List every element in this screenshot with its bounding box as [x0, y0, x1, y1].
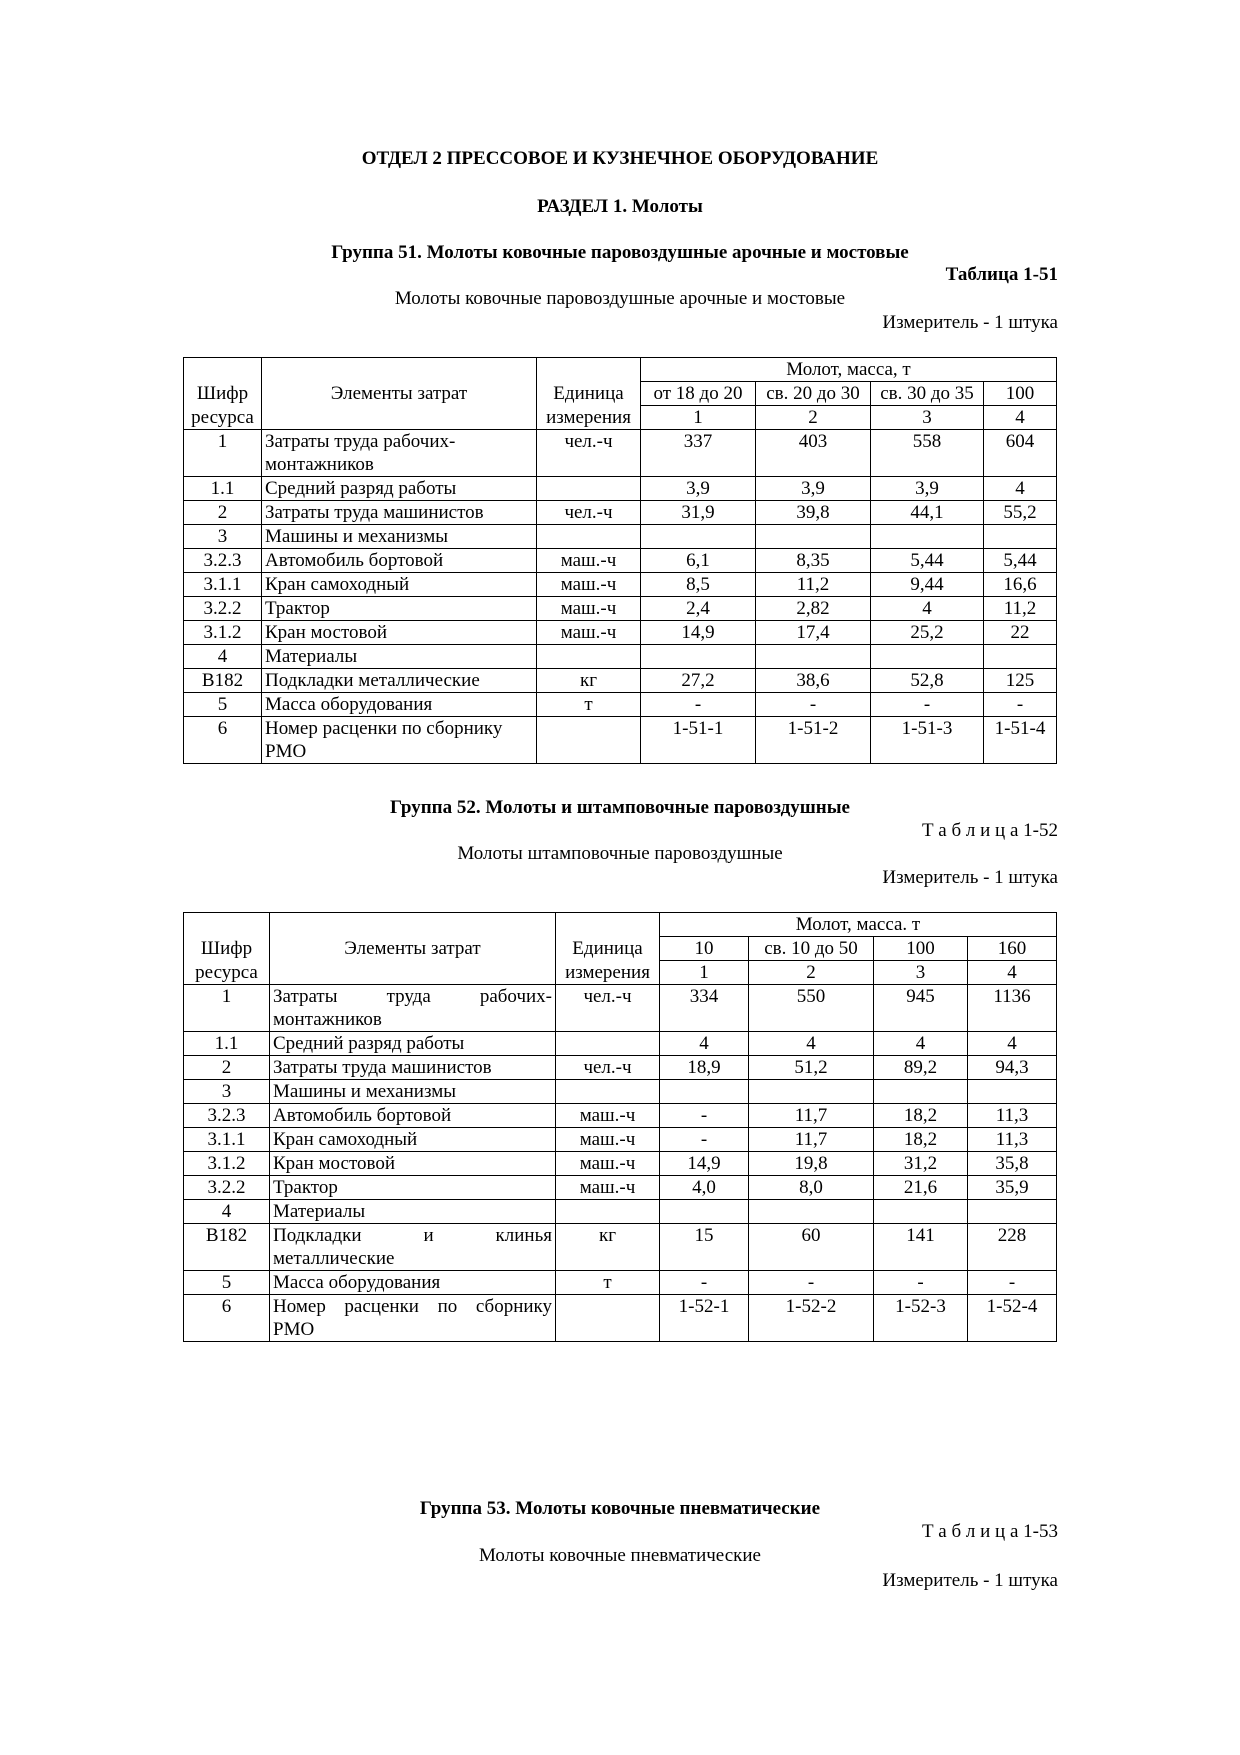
cost-element-cell: Автомобиль бортовой [270, 1104, 556, 1128]
table-row [184, 525, 1057, 549]
value-cell: 125 [984, 669, 1057, 693]
resource-code-cell: 5 [184, 1271, 270, 1295]
resource-code-cell: 3.1.1 [184, 1128, 270, 1152]
value-cell [874, 1080, 968, 1104]
table-51 [183, 357, 1057, 764]
col-number: 4 [968, 961, 1057, 985]
cost-element-cell: Затраты труда машинистов [270, 1056, 556, 1080]
value-cell [871, 645, 984, 669]
value-cell: 4,0 [660, 1176, 749, 1200]
value-cell: 89,2 [874, 1056, 968, 1080]
col-header: 100 [984, 382, 1057, 406]
cost-element-cell: Кран мостовой [262, 621, 537, 645]
resource-code-cell: 3.1.2 [184, 1152, 270, 1176]
unit-cell: маш.-ч [537, 573, 641, 597]
code-header-line-2: ресурса [184, 961, 270, 985]
value-cell: - [660, 1271, 749, 1295]
table-row [184, 1295, 1057, 1342]
unit-cell [537, 477, 641, 501]
table-53-subtitle: Молоты ковочные пневматические [479, 1545, 761, 1566]
code-header [184, 358, 262, 382]
table-52-head-row-1 [184, 913, 1057, 937]
unit-header-line-1: Единица [537, 382, 641, 406]
resource-code-cell: 5 [184, 693, 262, 717]
value-cell: 4 [660, 1032, 749, 1056]
value-cell: 604 [984, 430, 1057, 477]
unit-cell [537, 645, 641, 669]
group-header: Молот, масса. т [660, 913, 1057, 937]
resource-code-cell: 2 [184, 1056, 270, 1080]
group-52-title: Группа 52. Молоты и штамповочные паровоздушные [390, 797, 850, 818]
value-cell: 2,82 [756, 597, 871, 621]
value-cell: - [968, 1271, 1057, 1295]
col-header: св. 20 до 30 [756, 382, 871, 406]
unit-cell: маш.-ч [556, 1104, 660, 1128]
unit-cell [556, 1200, 660, 1224]
table-row [184, 1032, 1057, 1056]
value-cell: - [871, 693, 984, 717]
cost-element-cell: Затраты труда рабочих-монтажников [270, 985, 556, 1032]
unit-header-line-2: измерения [537, 406, 641, 430]
resource-code-cell: 4 [184, 1200, 270, 1224]
resource-code-cell: 6 [184, 717, 262, 764]
value-cell [968, 1080, 1057, 1104]
value-cell [984, 645, 1057, 669]
code-header-line-2: ресурса [184, 406, 262, 430]
value-cell: 4 [984, 477, 1057, 501]
unit-cell: чел.-ч [537, 501, 641, 525]
value-cell [984, 525, 1057, 549]
value-cell [756, 525, 871, 549]
value-cell: 14,9 [660, 1152, 749, 1176]
value-cell: 228 [968, 1224, 1057, 1271]
table-row [184, 1200, 1057, 1224]
value-cell: - [756, 693, 871, 717]
cost-element-cell: Масса оборудования [262, 693, 537, 717]
value-cell [874, 1200, 968, 1224]
value-cell: 55,2 [984, 501, 1057, 525]
cost-element-cell: Машины и механизмы [262, 525, 537, 549]
cost-element-cell: Кран самоходный [262, 573, 537, 597]
table-51-subtitle: Молоты ковочные паровоздушные арочные и мостовые [394, 288, 846, 309]
value-cell: 16,6 [984, 573, 1057, 597]
resource-code-cell: 1 [184, 985, 270, 1032]
value-cell: 17,4 [756, 621, 871, 645]
value-cell: - [641, 693, 756, 717]
unit-cell [556, 1032, 660, 1056]
cost-element-cell: Материалы [270, 1200, 556, 1224]
resource-code-cell: 2 [184, 501, 262, 525]
resource-code-cell: 1 [184, 430, 262, 477]
cost-element-cell: Материалы [262, 645, 537, 669]
value-cell: 14,9 [641, 621, 756, 645]
col-number: 2 [756, 406, 871, 430]
value-cell: 11,2 [756, 573, 871, 597]
table-row [184, 1271, 1057, 1295]
value-cell: 27,2 [641, 669, 756, 693]
unit-cell: кг [537, 669, 641, 693]
elements-header-label: Элементы затрат [262, 382, 537, 430]
value-cell: 3,9 [641, 477, 756, 501]
value-cell: - [660, 1104, 749, 1128]
value-cell: 25,2 [871, 621, 984, 645]
value-cell: 4 [968, 1032, 1057, 1056]
col-number: 1 [641, 406, 756, 430]
cost-element-cell: Номер расценки по сборнику РМО [262, 717, 537, 764]
cost-element-cell: Кран мостовой [270, 1152, 556, 1176]
resource-code-cell: 3.2.2 [184, 1176, 270, 1200]
cost-element-cell: Масса оборудования [270, 1271, 556, 1295]
unit-cell: чел.-ч [537, 430, 641, 477]
col-header: св. 30 до 35 [871, 382, 984, 406]
resource-code-cell: 1.1 [184, 477, 262, 501]
table-52-head-row-2 [184, 937, 1057, 961]
value-cell: 18,9 [660, 1056, 749, 1080]
value-cell: 94,3 [968, 1056, 1057, 1080]
value-cell: 3,9 [756, 477, 871, 501]
group-51-title: Группа 51. Молоты ковочные паровоздушные арочные и мостовые [331, 242, 909, 263]
col-number: 1 [660, 961, 749, 985]
elements-header [262, 358, 537, 382]
resource-code-cell: 3 [184, 525, 262, 549]
table-51-measure: Измеритель - 1 штука [882, 312, 1058, 333]
table-row [184, 645, 1057, 669]
table-row [184, 621, 1057, 645]
value-cell: 11,7 [749, 1104, 874, 1128]
col-header: от 18 до 20 [641, 382, 756, 406]
value-cell: 1-51-1 [641, 717, 756, 764]
value-cell: 44,1 [871, 501, 984, 525]
value-cell: 6,1 [641, 549, 756, 573]
unit-cell: маш.-ч [537, 549, 641, 573]
value-cell [749, 1200, 874, 1224]
value-cell: 18,2 [874, 1104, 968, 1128]
col-header: св. 10 до 50 [749, 937, 874, 961]
value-cell: 38,6 [756, 669, 871, 693]
resource-code-cell: 3.1.2 [184, 621, 262, 645]
value-cell: 31,9 [641, 501, 756, 525]
unit-cell: маш.-ч [556, 1152, 660, 1176]
col-number: 4 [984, 406, 1057, 430]
value-cell: 550 [749, 985, 874, 1032]
value-cell: 8,0 [749, 1176, 874, 1200]
cost-element-cell: Подкладки и клинья металлические [270, 1224, 556, 1271]
unit-cell: маш.-ч [537, 597, 641, 621]
value-cell: 22 [984, 621, 1057, 645]
table-row [184, 717, 1057, 764]
value-cell: 5,44 [871, 549, 984, 573]
value-cell: 35,8 [968, 1152, 1057, 1176]
table-52-subtitle: Молоты штамповочные паровоздушные [457, 843, 783, 864]
value-cell: - [984, 693, 1057, 717]
col-number: 3 [874, 961, 968, 985]
table-row [184, 1224, 1057, 1271]
value-cell: - [874, 1271, 968, 1295]
table-52-body [184, 985, 1057, 1342]
value-cell: 11,3 [968, 1128, 1057, 1152]
value-cell: 11,2 [984, 597, 1057, 621]
elements-header [270, 913, 556, 937]
value-cell: 2,4 [641, 597, 756, 621]
group-53-title: Группа 53. Молоты ковочные пневматические [419, 1498, 821, 1519]
unit-header [556, 913, 660, 937]
cost-element-cell: Трактор [270, 1176, 556, 1200]
unit-cell: т [556, 1271, 660, 1295]
value-cell [641, 525, 756, 549]
cost-element-cell: Затраты труда машинистов [262, 501, 537, 525]
value-cell: 1-52-2 [749, 1295, 874, 1342]
unit-cell: т [537, 693, 641, 717]
resource-code-cell: В182 [184, 1224, 270, 1271]
resource-code-cell: 3.2.3 [184, 549, 262, 573]
elements-header-label: Элементы затрат [270, 937, 556, 985]
value-cell [641, 645, 756, 669]
table-row [184, 1080, 1057, 1104]
table-51-head-row-2 [184, 382, 1057, 406]
value-cell [756, 645, 871, 669]
value-cell: 9,44 [871, 573, 984, 597]
value-cell: 558 [871, 430, 984, 477]
table-row [184, 1104, 1057, 1128]
value-cell: 945 [874, 985, 968, 1032]
table-row [184, 1056, 1057, 1080]
table-row [184, 573, 1057, 597]
table-row [184, 1152, 1057, 1176]
cost-element-cell: Средний разряд работы [262, 477, 537, 501]
resource-code-cell: В182 [184, 669, 262, 693]
unit-cell: маш.-ч [556, 1176, 660, 1200]
resource-code-cell: 3.2.3 [184, 1104, 270, 1128]
table-row [184, 549, 1057, 573]
value-cell: - [660, 1128, 749, 1152]
unit-cell [556, 1295, 660, 1342]
value-cell: 19,8 [749, 1152, 874, 1176]
table-row [184, 501, 1057, 525]
value-cell: 1-51-3 [871, 717, 984, 764]
col-header: 100 [874, 937, 968, 961]
table-row [184, 669, 1057, 693]
value-cell: 337 [641, 430, 756, 477]
value-cell: 8,35 [756, 549, 871, 573]
resource-code-cell: 6 [184, 1295, 270, 1342]
value-cell: 4 [874, 1032, 968, 1056]
value-cell: 1-51-4 [984, 717, 1057, 764]
value-cell: - [749, 1271, 874, 1295]
unit-cell: кг [556, 1224, 660, 1271]
col-header: 160 [968, 937, 1057, 961]
unit-cell [556, 1080, 660, 1104]
unit-header-line-2: измерения [556, 961, 660, 985]
cost-element-cell: Номер расценки по сборнику РМО [270, 1295, 556, 1342]
resource-code-cell: 3 [184, 1080, 270, 1104]
value-cell: 1-52-1 [660, 1295, 749, 1342]
resource-code-cell: 4 [184, 645, 262, 669]
value-cell: 1-51-2 [756, 717, 871, 764]
code-header [184, 913, 270, 937]
value-cell: 31,2 [874, 1152, 968, 1176]
value-cell [871, 525, 984, 549]
col-number: 2 [749, 961, 874, 985]
cost-element-cell: Подкладки металлические [262, 669, 537, 693]
value-cell [660, 1200, 749, 1224]
table-51-body [184, 430, 1057, 764]
value-cell: 4 [749, 1032, 874, 1056]
cost-element-cell: Кран самоходный [270, 1128, 556, 1152]
table-row [184, 477, 1057, 501]
cost-element-cell: Затраты труда рабочих-монтажников [262, 430, 537, 477]
unit-cell: чел.-ч [556, 1056, 660, 1080]
value-cell: 5,44 [984, 549, 1057, 573]
value-cell [749, 1080, 874, 1104]
unit-cell: маш.-ч [556, 1128, 660, 1152]
cost-element-cell: Машины и механизмы [270, 1080, 556, 1104]
group-header: Молот, масса, т [641, 358, 1057, 382]
table-row [184, 693, 1057, 717]
resource-code-cell: 3.2.2 [184, 597, 262, 621]
section-title: РАЗДЕЛ 1. Молоты [537, 196, 703, 217]
value-cell [660, 1080, 749, 1104]
col-number: 3 [871, 406, 984, 430]
value-cell: 60 [749, 1224, 874, 1271]
value-cell: 21,6 [874, 1176, 968, 1200]
value-cell: 18,2 [874, 1128, 968, 1152]
table-row [184, 1128, 1057, 1152]
table-52 [183, 912, 1057, 1342]
value-cell: 4 [871, 597, 984, 621]
table-52-label: Т а б л и ц а 1-52 [921, 820, 1058, 841]
value-cell: 11,3 [968, 1104, 1057, 1128]
table-51-head-row-1 [184, 358, 1057, 382]
value-cell: 39,8 [756, 501, 871, 525]
value-cell: 403 [756, 430, 871, 477]
table-row [184, 985, 1057, 1032]
resource-code-cell: 3.1.1 [184, 573, 262, 597]
table-row [184, 430, 1057, 477]
cost-element-cell: Автомобиль бортовой [262, 549, 537, 573]
value-cell [968, 1200, 1057, 1224]
unit-cell: чел.-ч [556, 985, 660, 1032]
unit-header-line-1: Единица [556, 937, 660, 961]
code-header-line-1: Шифр [184, 382, 262, 406]
value-cell: 15 [660, 1224, 749, 1271]
table-51-label: Таблица 1-51 [945, 264, 1058, 285]
department-title: ОТДЕЛ 2 ПРЕССОВОЕ И КУЗНЕЧНОЕ ОБОРУДОВАНИЕ [361, 148, 879, 169]
unit-cell [537, 525, 641, 549]
resource-code-cell: 1.1 [184, 1032, 270, 1056]
cost-element-cell: Трактор [262, 597, 537, 621]
value-cell: 1-52-4 [968, 1295, 1057, 1342]
value-cell: 52,8 [871, 669, 984, 693]
code-header-line-1: Шифр [184, 937, 270, 961]
value-cell: 1-52-3 [874, 1295, 968, 1342]
value-cell: 11,7 [749, 1128, 874, 1152]
table-53-label: Т а б л и ц а 1-53 [921, 1521, 1058, 1542]
table-row [184, 1176, 1057, 1200]
value-cell: 8,5 [641, 573, 756, 597]
value-cell: 3,9 [871, 477, 984, 501]
unit-header [537, 358, 641, 382]
value-cell: 141 [874, 1224, 968, 1271]
value-cell: 51,2 [749, 1056, 874, 1080]
value-cell: 334 [660, 985, 749, 1032]
cost-element-cell: Средний разряд работы [270, 1032, 556, 1056]
table-52-measure: Измеритель - 1 штука [882, 867, 1058, 888]
col-header: 10 [660, 937, 749, 961]
value-cell: 35,9 [968, 1176, 1057, 1200]
unit-cell: маш.-ч [537, 621, 641, 645]
value-cell: 1136 [968, 985, 1057, 1032]
table-53-measure: Измеритель - 1 штука [882, 1570, 1058, 1591]
table-row [184, 597, 1057, 621]
unit-cell [537, 717, 641, 764]
